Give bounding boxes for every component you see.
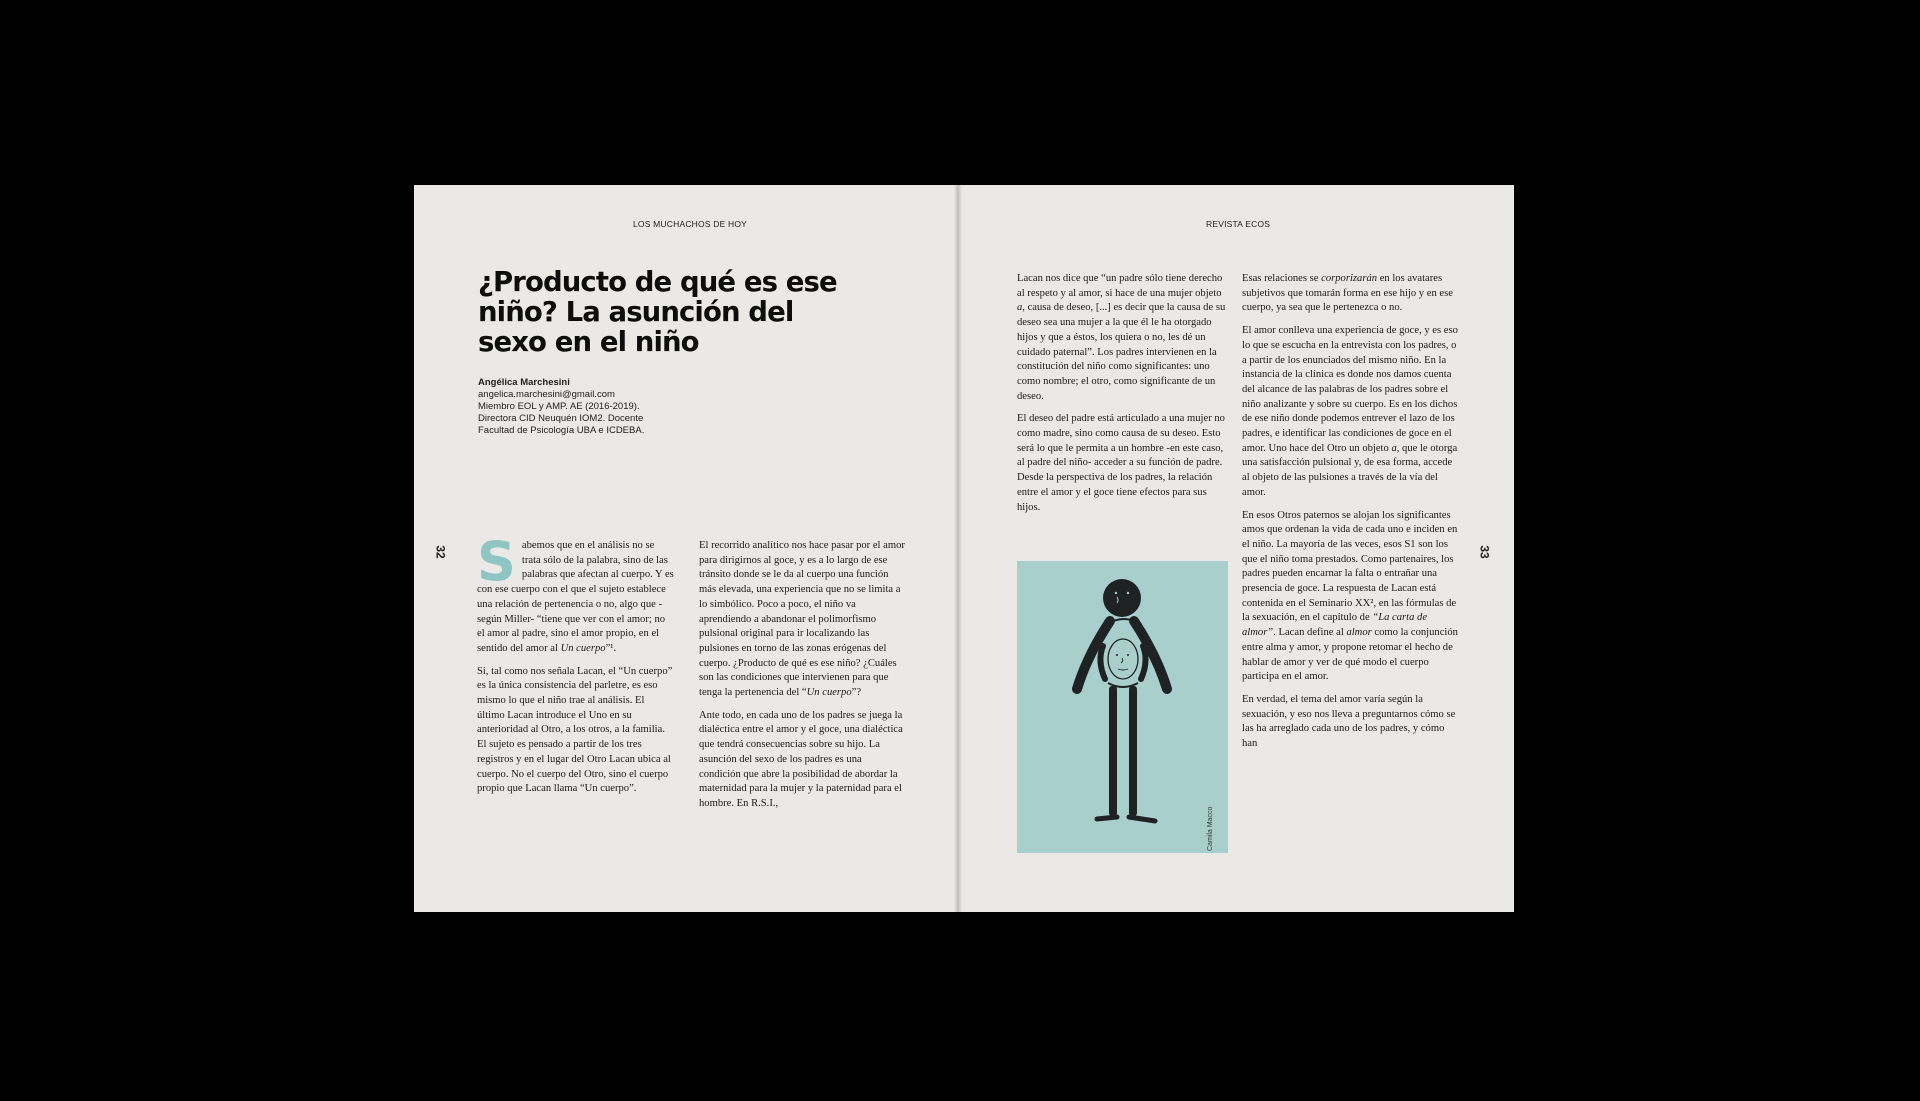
page-number-left: 32	[433, 545, 448, 559]
page-number-right: 33	[1477, 545, 1492, 559]
paragraph: Ante todo, en cada uno de los padres se juega la dialéctica entre el amor y el goce, una dialéctica que tendrá consecuencias sobre su hijo. La asunción del sexo de los padres es una condición que abre la posibilidad de abordar la maternidad para la mujer y la paternidad para el hombre. En R.S.I.,	[699, 709, 903, 809]
paragraph: El deseo del padre está articulado a una mujer no como madre, sino como causa de su deseo. Esto será lo que le permita a un hombre -en este caso, al padre del niño- acceder a su función de padre. Desde la perspectiva de los padres, la relación entre el amor y el goce tiene efectos para sus hijos.	[1017, 413, 1225, 513]
left-column-2	[699, 539, 905, 820]
paragraph: Esas relaciones se corporizarán en los avatares subjetivos que tomarán forma en ese hijo y en ese cuerpo, ya sea que le pertenezca o no.	[1242, 273, 1453, 314]
author-bio-line: Directora CID Neuquén IOM2. Docente	[478, 413, 644, 424]
author-bio-line: Facultad de Psicología UBA e ICDEBA.	[478, 425, 645, 436]
paragraph: En verdad, el tema del amor varía según la sexuación, y eso nos lleva a preguntarnos cómo se las ha arreglado cada uno de los padres, y cómo han	[1242, 693, 1456, 750]
paragraph: Sabemos que en el análisis no se trata sólo de la palabra, sino de las palabras que afectan al cuerpo. Y es con ese cuerpo con el que el sujeto establece una relación de pertenencia o no, algo que -según Miller- “tiene que ver con el amor; no el amor al padre, sino el amor propio, en el sentido del amor al Un cuerpo”¹.	[477, 530, 674, 654]
author-name: Angélica Marchesini	[478, 377, 570, 388]
left-column-1	[477, 530, 674, 805]
right-column-2	[1242, 272, 1458, 760]
paragraph: Lacan nos dice que “un padre sólo tiene derecho al respeto y al amor, si hace de una mujer objeto a, causa de deseo, [...] es decir que la causa de su deseo sea una mujer a la que él le ha otorgado hijos y que a éstos, los quiera o no, les dé un cuidado paternal”. Los padres intervienen en la constitución del niño como significantes: uno como nombre; el otro, como significante de un deseo.	[1017, 273, 1226, 402]
left-page	[414, 185, 958, 912]
author-block	[478, 377, 718, 437]
right-column-1	[1017, 272, 1228, 523]
author-bio-line: Miembro EOL y AMP. AE (2016-2019).	[478, 401, 640, 412]
right-page	[958, 185, 1514, 912]
running-head-right: REVISTA ECOS	[1206, 219, 1271, 229]
illustration-credit: Camila Macco	[1207, 806, 1214, 851]
article-title: ¿Producto de qué es ese niño? La asunción del sexo en el niño	[478, 266, 837, 358]
person-illustration-icon	[1017, 561, 1228, 853]
paragraph: En esos Otros paternos se alojan los significantes amos que ordenan la vida de cada uno e inciden en el niño. La mayoría de las veces, esos S1 son los que el niño toma prestados. Como partenaires, los padres pueden encarnar la falta o entrañar una presencia de goce. La respuesta de Lacan está contenida en el Seminario XX², en las fórmulas de la sexuación, en el capítulo de “La carta de almor”. Lacan define al almor como la conjunción entre alma y amor, y propone retomar el hecho de hablar de amor y ver de qué modo el cuerpo participa en el amor.	[1242, 509, 1458, 683]
drop-cap: S	[477, 530, 516, 593]
paragraph: Si, tal como nos señala Lacan, el “Un cuerpo” es la única consistencia del parletre, es eso mismo lo que el niño trae al análisis. El último Lacan introduce el Uno en su anterioridad al Otro, a los otros, a la familia. El sujeto es pensado a partir de los tres registros y en el lugar del Otro Lacan ubica al cuerpo. No el cuerpo del Otro, sino el cuerpo propio que Lacan llama “Un cuerpo”.	[477, 665, 673, 795]
spine-shadow	[954, 185, 962, 912]
running-head-left: LOS MUCHACHOS DE HOY	[633, 219, 748, 229]
author-email: angelica.marchesini@gmail.com	[478, 389, 615, 400]
paragraph: El recorrido analítico nos hace pasar por el amor para dirigirnos al goce, y es a lo largo de ese tránsito donde se le da al cuerpo una función más elevada, una experiencia que no se limita a lo simbólico. Poco a poco, el niño va aprendiendo a abandonar el polimorfismo pulsional original para ir localizando las pulsiones en torno de las zonas erógenas del cuerpo. ¿Producto de qué es ese niño? ¿Cuáles son las condiciones que intervienen para que tenga la pertenencia del “Un cuerpo”?	[699, 540, 905, 699]
illustration-figure	[1017, 561, 1228, 853]
paragraph: El amor conlleva una experiencia de goce, y es eso lo que se escucha en la entrevista con los padres, o a partir de los enunciados del mismo niño. En la instancia de la clínica es donde nos damos cuenta del alcance de las palabras de los padres sobre el niño analizante y sobre su cuerpo. Es en los dichos de ese niño donde podemos entrever el lazo de los padres, e identificar las condiciones de goce en el amor. Uno hace del Otro un objeto a, que le otorga una satisfacción pulsional y, de esa forma, accede al objeto de las pulsiones a través de la vía del amor.	[1242, 325, 1458, 498]
